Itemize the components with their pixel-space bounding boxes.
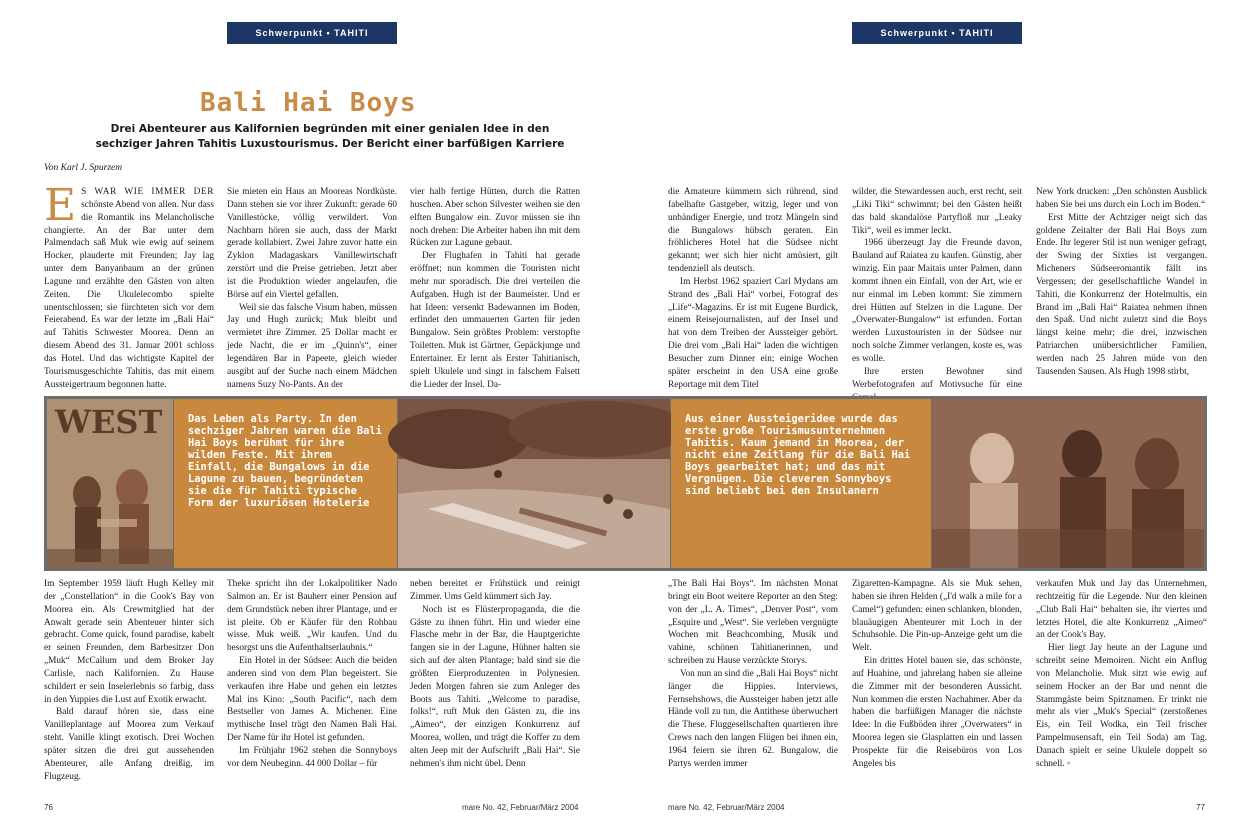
photo-caption-right: Aus einer Aussteigeridee wurde das erste große Tourismusunternehmen Tahitis. Kaum jemand in Moorea, der nicht eine Zeitlang für die Bali Hai Boys gearbeitet hat; und das mit Vergnügen. Die cleveren Sonnyboys sind beliebt bei den Insulanern xyxy=(671,399,931,568)
column-1-top-text: schönste Abend von allen. Nur dass die Romantik ins Melancholische changierte. An der Bar unter dem Palmendach saß Muk wie ewig auf seinem Hocker, plauderte mit Freunden; Jay lag unter dem Banyanbaum an der grünen Lagune und erzählte den Gästen von alten Zeiten. Die Ukulelecombo spielte unentschlossen; sie fürchteten sich vor dem Feierabend. Es war der letzte im „Bali Hai“ auf Tahitis Schwester Moorea. Denn an diesem Abend des 31. Januar 2001 schloss das Hotel. Und das wichtigste Kapitel der Tourismusgeschichte Tahitis, das mit einem Aussteigertraum begonnen hatte. xyxy=(44,199,214,390)
paragraph: Sie mieten ein Haus an Mooreas Nordküste. Dann stehen sie vor ihrer Zukunft: gerade 60 Vanillestöcke, völlig verwildert. Von Nachbarn hören sie auch, dass der Markt gerade kollabiert. Zwei Jahre zuvor hatte ein Zyklon Madagaskars Vanillewirtschaft zerstört und die Preise getrieben. Jetzt aber ist die Produktion wieder angelaufen, die Börse auf ein Viertel gefallen. xyxy=(227,187,397,300)
column-5-bottom xyxy=(852,578,1022,768)
column-2-top xyxy=(227,186,397,391)
paragraph: Noch ist es Flüsterpropaganda, die die Gäste zu ihnen führt. Hin und wieder eine Flasche mehr in der Bar, die Hauptgerichte fangen sie in der Lagune, Hühner halten sie sich auf der alten Plantage; bald sind sie die größten Eierproduzenten in Polynesien. Jeden Morgen fahren sie zum Anleger des Boots aus Tahiti. „Welcome to paradise, folks!“, ruft Muk den Gästen zu, die ins „Aimeo“, der einzigen Konkurrenz auf Moorea, wollen, und trägt die Koffer zu dem alten Jeep mit der Aufschrift „Bali Hai“. Sie nehmen's ihm nicht übel. Denn xyxy=(410,604,580,769)
paragraph: Ihre ersten Bewohner sind Werbefotografen auf Motivsuche für eine xyxy=(852,366,1022,390)
column-6-bottom xyxy=(1036,578,1207,768)
aerial-lagoon-photo xyxy=(398,399,670,568)
islanders-photo xyxy=(932,399,1204,568)
column-1-top xyxy=(44,180,214,391)
issue-line-right: mare No. 42, Februar/März 2004 xyxy=(668,803,785,812)
paragraph: Erst Mitte der Achtziger neigt sich das goldene Zeitalter der Bali Hai Boys zum Ende. Ihr legerer Stil ist nun weniger gefragt, der Swing der Sixties ist vergangen. Micheners Südseeromantik fällt ins Vergessen; der gesellschaftliche Wandel in Tahiti, die Konkurrenz der Hotelmultis, ein Brand im „Bali Hai“ Raiatea nehmen ihnen den Spaß. Und nicht zuletzt sind die Boys längst keine mehr; die drei, inzwischen Patriarchen unübersichtlicher Familien, werden nach 25 Jahren müde von den Tausenden Sausen. Als Hugh 1998 stirbt, xyxy=(1036,212,1207,377)
photo-caption-left: Das Leben als Party. In den sechziger Jahren waren die Bali Hai Boys berühmt für ihre wilden Feste. Mit ihrem Einfall, die Bungalows in die Lagune zu bauen, begründeten sie die für Tahiti typische Form der luxuriösen Hotelerie xyxy=(174,399,397,568)
paragraph: Ein Hotel in der Südsee: Auch die beiden anderen sind von dem Plan begeistert. Sie verkaufen ihre Habe und gehen ein letztes Mal ins Kino: „South Pacific“, nach dem Bestseller von James A. Michener. Eine mythische Insel trägt den Namen Bali Hai. Der Name für ihr Hotel ist gefunden. xyxy=(227,656,397,744)
byline: Von Karl J. Spurzem xyxy=(44,163,123,173)
magazine-cover-photo xyxy=(47,399,173,568)
paragraph: Weil sie das falsche Visum haben, müssen Jay und Hugh zurück; Muk bleibt und vermietet ihre Zimmer. 25 Dollar macht er jede Nacht, die er im „Quinn's“, einer legendären Bar in Papeete, gleich wieder ausgibt auf der Suche nach einem Mädchen namens Suzy No-Pants. An der xyxy=(227,302,397,390)
column-4-top xyxy=(668,186,838,391)
issue-line-left: mare No. 42, Februar/März 2004 xyxy=(462,803,579,812)
column-4-bottom xyxy=(668,578,838,768)
paragraph: Ein drittes Hotel bauen sie, das schönste, auf Huahine, und jahrelang haben sie alleine die Zimmer mit der besonderen Aussicht. Nun kommen die ersten Nachahmer. Aber da haben die barfüßigen Manager die nächste Idee: In die Fußböden ihrer „Overwaters“ in Moorea legen sie Glasplatten ein und lassen Prospekte für die Reisebüros von Los Angeles bis xyxy=(852,656,1022,769)
paragraph: vier halb fertige Hütten, durch die Ratten huschen. Aber schon Silvester weihen sie den elften Bungalow ein. Zuvor müssen sie ihn noch drehen: Die Arbeiter haben ihn mit dem Rücken zur Lagune gebaut. xyxy=(410,187,580,249)
column-3-bottom xyxy=(410,578,580,768)
paragraph: 1966 überzeugt Jay die Freunde davon, Bauland auf Raiatea zu kaufen. Günstig, aber winzig. Ein paar Maitais unter Palmen, dann kommt ihnen ein Einfall, von der Art, wie er nur einmal im Leben kommt: Sie zimmern drei Hütten auf Stelzen in die Lagune. Der „Overwater-Bungalow“ ist erfunden. Fortan werden Luxustouristen in der Südsee nur noch solche Zimmer verlangen, koste es, was es wolle. xyxy=(852,238,1022,364)
lead-in-caps: S WAR WIE IMMER DER xyxy=(81,187,214,197)
paragraph: Zigaretten-Kampagne. Als sie Muk sehen, haben sie ihren Helden („I'd walk a mile for a Camel“) gefunden: einen schlanken, blonden, blauäugigen Abenteurer mit Loch in der Schuhsohle. Die Pin-up-Anzeige geht um die Welt. xyxy=(852,579,1022,654)
article-deck: Drei Abenteurer aus Kalifornien begründen mit einer genialen Idee in den sechziger Jahren Tahitis Luxustourismus. Der Bericht einer barfüßigen Karriere xyxy=(95,123,565,150)
column-1-bottom xyxy=(44,578,214,782)
paragraph: Von nun an sind die „Bali Hai Boys“ nicht länger die Hippies. Interviews, Fernsehshows, die Aussteiger haben jetzt alle Hände voll zu tun, die Antithese überwuchert die These. Fluggesellschaften quartieren ihre Crews nach den langen Flügen bei ihnen ein, 1964 feiern sie ihren 62. Bungalow, die Partys werden immer xyxy=(668,668,838,769)
paragraph: Im Herbst 1962 spaziert Carl Mydans am Strand des „Bali Hai“ vorbei, Fotograf des „Life“-Magazins. Er ist mit Eugene Burdick, einem Reisejournalisten, auf der Insel und hat von dem Treiben der Aussteiger gehört. Die drei vom „Bali Hai“ laden die wichtigen Besucher zum Dinner ein; einige Wochen später erscheint in den USA eine große Reportage mit dem Titel xyxy=(668,276,838,390)
magazine-logo: WEST xyxy=(55,403,163,441)
section-kicker-left: Schwerpunkt • TAHITI xyxy=(227,22,397,44)
paragraph: Bald darauf hören sie, dass eine Vanilleplantage auf Moorea zum Verkauf steht. Vanille klingt exotisch. Drei Wochen später sitzen die drei gut aussehenden Abenteurer, alle Anfang dreißig, im Flugzeug. xyxy=(44,707,214,782)
paragraph: die Amateure kümmern sich rührend, sind fabelhafte Gastgeber, witzig, leger und von unbändiger Energie, und trotz Mängeln sind die Bungalows hübsch geraten. Ein fröhlicheres Hotel hat die Südsee nicht gekannt; wer sich hier nicht amüsiert, gilt tendenziell als deutsch. xyxy=(668,187,838,275)
drop-cap: E xyxy=(44,180,77,231)
page-number-left: 76 xyxy=(44,803,53,812)
paragraph: „The Bali Hai Boys“. Im nächsten Monat bringt ein Boot weitere Reporter an den Steg: von der „L. A. Times“, „Denver Post“, vom „Esquire und „West“. Sie verleben vergnügte Wochen mit Beachcombing, Musik und vahine, schönen Tahitianerinnen, und schreiben zu Hause verzückte Storys. xyxy=(668,579,838,667)
article-title: Bali Hai Boys xyxy=(200,88,417,118)
paragraph: Hier liegt Jay heute an der Lagune und schreibt seine Memoiren. Nicht ein Anflug von Melancholie. Muk sitzt wie ewig auf seinem Hocker an der Bar und nennt die Stammgäste beim Spitznamen. Er trinkt nie mehr als vier „Muk's Special“ (zerstoßenes Eis, ein Teil Wodka, ein Teil frischer Pampelmusensaft, ein Teil Soda) am Tag. Danach spielt er seine Ukulele doppelt so schnell. ◦ xyxy=(1036,643,1207,769)
paragraph: Im Frühjahr 1962 stehen die Sonnyboys vor dem Neubeginn. 44 000 Dollar – für xyxy=(227,745,397,769)
column-5-top xyxy=(852,186,1022,391)
photo-band xyxy=(44,396,1207,571)
paragraph: Der Flughafen in Tahiti hat gerade eröffnet; nun kommen die Touristen nicht mehr nur sporadisch. Die drei verteilen die Aufgaben. Hugh ist der Baumeister. Und er hat Ideen: versenkt Badewannen im Boden, erfindet den ummauerten Garten für jeden Bungalow. Sein größtes Problem: verstopfte Toiletten. Muk ist Gärtner, Gepäckjunge und Entertainer. Er lernt als Erster Tahitianisch, spielt Ukulele und singt in falschem Falsett die Lieder der Insel. Da- xyxy=(410,251,580,390)
column-2-bottom xyxy=(227,578,397,768)
page-number-right: 77 xyxy=(1196,803,1205,812)
paragraph: neben bereitet er Frühstück und reinigt Zimmer. Ums Geld kümmert sich Jay. xyxy=(410,579,580,602)
paragraph: New York drucken: „Den schönsten Ausblick haben Sie bei uns durch ein Loch im Boden.“ xyxy=(1036,187,1207,210)
paragraph: wilder, die Stewardessen auch, erst recht, seit „Liki Tiki“ schwimmt; bei den Gästen heißt das bald skandalöse Partyfloß nur „Leaky Tiki“, weil es immer leckt. xyxy=(852,187,1022,236)
column-3-top xyxy=(410,186,580,391)
section-kicker-right: Schwerpunkt • TAHITI xyxy=(852,22,1022,44)
paragraph: verkaufen Muk und Jay das Unternehmen, rechtzeitig für die Legende. Nur den kleinen „Club Bali Hai“ behalten sie, ihr viertes und letztes Hotel, die alte Konkurrenz „Aimeo“ an der Cook's Bay. xyxy=(1036,579,1207,641)
paragraph: Im September 1959 läuft Hugh Kelley mit der „Constellation“ in die Cook's Bay von Moorea ein. Als Crewmitglied hat der Anwalt gerade sein Abenteuer hinter sich gebracht. Come quick, found paradise, kabelt er seinen Freunden, dem Barbesitzer Don „Muk“ McCallum und dem Broker Jay Carlisle, nach Kalifornien. Zu Hause schildert er sein Inselerlebnis so farbig, dass in den Yuppies die Lust auf Exotik erwacht. xyxy=(44,579,214,705)
paragraph: Theke spricht ihn der Lokalpolitiker Nado Salmon an. Er ist Bauherr einer Pension auf dem Grundstück neben ihrer Plantage, und er ist pleite. Ob er Käufer für den Rohbau wisse. Muk weiß. „Wir kaufen. Und du besorgst uns die Aufenthaltserlaubnis.“ xyxy=(227,579,397,654)
column-6-top xyxy=(1036,186,1207,391)
